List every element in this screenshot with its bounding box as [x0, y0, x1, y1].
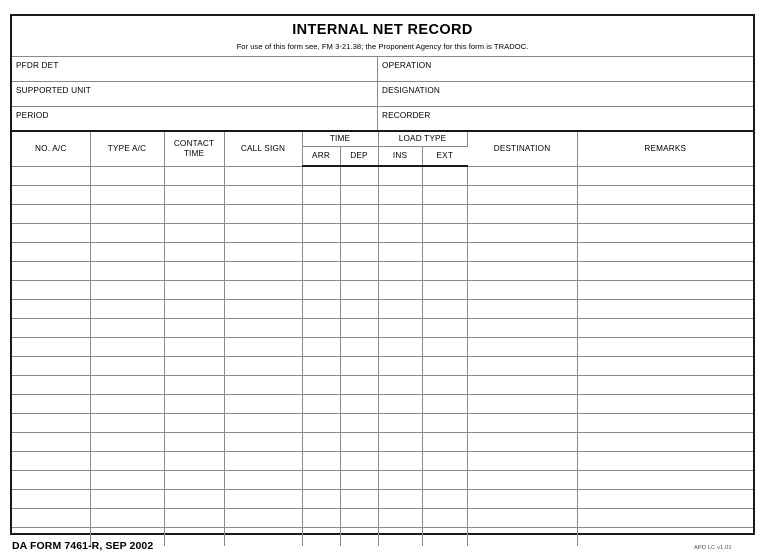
column-header-time-arr: ARR — [302, 147, 340, 167]
cell-destination[interactable] — [467, 395, 577, 414]
cell-contact-time[interactable] — [164, 376, 224, 395]
column-header-no-ac: NO. A/C — [12, 132, 90, 166]
cell-load-ext[interactable] — [422, 471, 467, 490]
table-row — [12, 414, 753, 433]
cell-remarks[interactable] — [577, 262, 753, 281]
form-number-footer: DA FORM 7461-R, SEP 2002 — [12, 540, 154, 552]
cell-load-ins[interactable] — [378, 281, 422, 300]
cell-no-ac[interactable] — [12, 281, 90, 300]
table-row — [12, 243, 753, 262]
table-header — [12, 132, 753, 166]
cell-time-dep[interactable] — [340, 205, 378, 224]
cell-remarks[interactable] — [577, 319, 753, 338]
column-header-call-sign: CALL SIGN — [224, 132, 302, 166]
cell-load-ins[interactable] — [378, 338, 422, 357]
cell-type-ac[interactable] — [90, 452, 164, 471]
table-row — [12, 224, 753, 243]
cell-contact-time[interactable] — [164, 243, 224, 262]
table-row — [12, 319, 753, 338]
cell-call-sign[interactable] — [224, 205, 302, 224]
cell-load-ext[interactable] — [422, 376, 467, 395]
cell-time-dep[interactable] — [340, 166, 378, 186]
cell-time-arr[interactable] — [302, 376, 340, 395]
table-row — [12, 186, 753, 205]
cell-type-ac[interactable] — [90, 205, 164, 224]
cell-destination[interactable] — [467, 166, 577, 186]
table-row — [12, 300, 753, 319]
cell-type-ac[interactable] — [90, 357, 164, 376]
field-designation[interactable]: DESIGNATION — [382, 86, 441, 95]
cell-load-ins[interactable] — [378, 433, 422, 452]
cell-remarks[interactable] — [577, 205, 753, 224]
cell-no-ac[interactable] — [12, 452, 90, 471]
cell-no-ac[interactable] — [12, 262, 90, 281]
cell-time-dep[interactable] — [340, 243, 378, 262]
cell-contact-time[interactable] — [164, 395, 224, 414]
cell-destination[interactable] — [467, 205, 577, 224]
cell-destination[interactable] — [467, 186, 577, 205]
cell-type-ac[interactable] — [90, 376, 164, 395]
cell-call-sign[interactable] — [224, 395, 302, 414]
cell-load-ins[interactable] — [378, 300, 422, 319]
cell-time-arr[interactable] — [302, 262, 340, 281]
cell-call-sign[interactable] — [224, 186, 302, 205]
cell-type-ac[interactable] — [90, 395, 164, 414]
cell-call-sign[interactable] — [224, 471, 302, 490]
cell-type-ac[interactable] — [90, 243, 164, 262]
column-header-time-dep: DEP — [340, 147, 378, 167]
cell-load-ins[interactable] — [378, 166, 422, 186]
cell-load-ins[interactable] — [378, 376, 422, 395]
cell-load-ins[interactable] — [378, 357, 422, 376]
table-body — [12, 166, 753, 546]
cell-destination[interactable] — [467, 509, 577, 528]
column-header-time-group: TIME — [302, 132, 378, 147]
cell-no-ac[interactable] — [12, 300, 90, 319]
cell-load-ins[interactable] — [378, 471, 422, 490]
cell-destination[interactable] — [467, 452, 577, 471]
table-row — [12, 338, 753, 357]
cell-contact-time[interactable] — [164, 357, 224, 376]
cell-call-sign[interactable] — [224, 357, 302, 376]
cell-remarks[interactable] — [577, 509, 753, 528]
cell-destination[interactable] — [467, 433, 577, 452]
cell-load-ext[interactable] — [422, 528, 467, 547]
cell-load-ext[interactable] — [422, 414, 467, 433]
info-row-3 — [12, 107, 753, 132]
table-row — [12, 509, 753, 528]
cell-type-ac[interactable] — [90, 338, 164, 357]
cell-no-ac[interactable] — [12, 509, 90, 528]
cell-time-arr[interactable] — [302, 338, 340, 357]
cell-load-ext[interactable] — [422, 319, 467, 338]
cell-no-ac[interactable] — [12, 338, 90, 357]
field-period[interactable]: PERIOD — [12, 107, 378, 130]
cell-load-ext[interactable] — [422, 243, 467, 262]
cell-time-arr[interactable] — [302, 509, 340, 528]
cell-remarks[interactable] — [577, 281, 753, 300]
cell-time-arr[interactable] — [302, 243, 340, 262]
field-operation[interactable]: OPERATION — [382, 61, 432, 70]
cell-contact-time[interactable] — [164, 205, 224, 224]
cell-type-ac[interactable] — [90, 224, 164, 243]
cell-remarks[interactable] — [577, 338, 753, 357]
cell-type-ac[interactable] — [90, 433, 164, 452]
cell-no-ac[interactable] — [12, 433, 90, 452]
cell-load-ext[interactable] — [422, 433, 467, 452]
cell-no-ac[interactable] — [12, 243, 90, 262]
form-frame — [10, 14, 755, 535]
cell-load-ext[interactable] — [422, 452, 467, 471]
column-header-load-ins: INS — [378, 147, 422, 167]
column-header-type-ac: TYPE A/C — [90, 132, 164, 166]
cell-time-dep[interactable] — [340, 471, 378, 490]
cell-contact-time[interactable] — [164, 319, 224, 338]
cell-destination[interactable] — [467, 414, 577, 433]
cell-type-ac[interactable] — [90, 186, 164, 205]
column-header-remarks: REMARKS — [577, 132, 753, 166]
cell-time-dep[interactable] — [340, 357, 378, 376]
cell-call-sign[interactable] — [224, 414, 302, 433]
cell-destination[interactable] — [467, 262, 577, 281]
cell-no-ac[interactable] — [12, 490, 90, 509]
cell-call-sign[interactable] — [224, 300, 302, 319]
cell-time-arr[interactable] — [302, 414, 340, 433]
cell-time-arr[interactable] — [302, 300, 340, 319]
cell-load-ins[interactable] — [378, 490, 422, 509]
cell-load-ext[interactable] — [422, 205, 467, 224]
cell-type-ac[interactable] — [90, 414, 164, 433]
cell-load-ins[interactable] — [378, 243, 422, 262]
cell-time-dep[interactable] — [340, 376, 378, 395]
cell-no-ac[interactable] — [12, 376, 90, 395]
cell-time-dep[interactable] — [340, 300, 378, 319]
cell-destination[interactable] — [467, 338, 577, 357]
cell-contact-time[interactable] — [164, 528, 224, 547]
table-row — [12, 376, 753, 395]
table-row — [12, 166, 753, 186]
title-band — [12, 16, 753, 57]
cell-contact-time[interactable] — [164, 281, 224, 300]
cell-remarks[interactable] — [577, 357, 753, 376]
cell-call-sign[interactable] — [224, 433, 302, 452]
cell-type-ac[interactable] — [90, 300, 164, 319]
cell-load-ext[interactable] — [422, 395, 467, 414]
cell-contact-time[interactable] — [164, 509, 224, 528]
cell-call-sign[interactable] — [224, 452, 302, 471]
cell-type-ac[interactable] — [90, 490, 164, 509]
field-supported-unit[interactable]: SUPPORTED UNIT — [12, 82, 378, 106]
cell-call-sign[interactable] — [224, 166, 302, 186]
cell-call-sign[interactable] — [224, 528, 302, 547]
cell-load-ext[interactable] — [422, 338, 467, 357]
cell-time-arr[interactable] — [302, 186, 340, 205]
table-row — [12, 395, 753, 414]
cell-time-arr[interactable] — [302, 433, 340, 452]
cell-remarks[interactable] — [577, 528, 753, 547]
cell-contact-time[interactable] — [164, 338, 224, 357]
cell-call-sign[interactable] — [224, 243, 302, 262]
cell-time-dep[interactable] — [340, 433, 378, 452]
table-row — [12, 357, 753, 376]
cell-load-ext[interactable] — [422, 357, 467, 376]
cell-no-ac[interactable] — [12, 205, 90, 224]
cell-type-ac[interactable] — [90, 509, 164, 528]
cell-destination[interactable] — [467, 471, 577, 490]
cell-destination[interactable] — [467, 224, 577, 243]
apd-version-footer: APD LC v1.01 — [694, 545, 732, 551]
cell-time-arr[interactable] — [302, 166, 340, 186]
cell-load-ext[interactable] — [422, 281, 467, 300]
cell-type-ac[interactable] — [90, 471, 164, 490]
form-title: INTERNAL NET RECORD — [292, 22, 473, 38]
cell-time-arr[interactable] — [302, 395, 340, 414]
cell-no-ac[interactable] — [12, 357, 90, 376]
cell-remarks[interactable] — [577, 395, 753, 414]
table-row — [12, 490, 753, 509]
cell-remarks[interactable] — [577, 452, 753, 471]
cell-remarks[interactable] — [577, 490, 753, 509]
cell-time-arr[interactable] — [302, 319, 340, 338]
cell-remarks[interactable] — [577, 433, 753, 452]
cell-time-dep[interactable] — [340, 319, 378, 338]
cell-time-arr[interactable] — [302, 357, 340, 376]
cell-load-ext[interactable] — [422, 262, 467, 281]
cell-load-ins[interactable] — [378, 262, 422, 281]
cell-time-arr[interactable] — [302, 528, 340, 547]
cell-load-ins[interactable] — [378, 205, 422, 224]
cell-no-ac[interactable] — [12, 166, 90, 186]
cell-remarks[interactable] — [577, 376, 753, 395]
cell-load-ins[interactable] — [378, 509, 422, 528]
cell-contact-time[interactable] — [164, 186, 224, 205]
cell-call-sign[interactable] — [224, 376, 302, 395]
cell-time-dep[interactable] — [340, 509, 378, 528]
cell-load-ext[interactable] — [422, 186, 467, 205]
cell-destination[interactable] — [467, 528, 577, 547]
cell-call-sign[interactable] — [224, 281, 302, 300]
cell-type-ac[interactable] — [90, 166, 164, 186]
info-row-1 — [12, 57, 753, 82]
table-row — [12, 452, 753, 471]
table-row — [12, 471, 753, 490]
cell-call-sign[interactable] — [224, 224, 302, 243]
contact-time-line1: CONTACT — [173, 138, 215, 148]
cell-call-sign[interactable] — [224, 319, 302, 338]
cell-no-ac[interactable] — [12, 471, 90, 490]
cell-remarks[interactable] — [577, 166, 753, 186]
field-recorder[interactable]: RECORDER — [382, 111, 431, 120]
cell-time-dep[interactable] — [340, 490, 378, 509]
cell-load-ext[interactable] — [422, 224, 467, 243]
info-row-2 — [12, 82, 753, 107]
cell-call-sign[interactable] — [224, 338, 302, 357]
column-header-destination: DESTINATION — [467, 132, 577, 166]
cell-remarks[interactable] — [577, 186, 753, 205]
cell-load-ins[interactable] — [378, 186, 422, 205]
cell-destination[interactable] — [467, 376, 577, 395]
cell-contact-time[interactable] — [164, 433, 224, 452]
cell-no-ac[interactable] — [12, 186, 90, 205]
cell-destination[interactable] — [467, 490, 577, 509]
cell-time-arr[interactable] — [302, 490, 340, 509]
cell-remarks[interactable] — [577, 243, 753, 262]
cell-no-ac[interactable] — [12, 319, 90, 338]
cell-no-ac[interactable] — [12, 414, 90, 433]
cell-destination[interactable] — [467, 357, 577, 376]
contact-time-line2: TIME — [183, 148, 205, 158]
cell-load-ext[interactable] — [422, 490, 467, 509]
table-row — [12, 205, 753, 224]
column-header-contact-time — [164, 132, 224, 166]
cell-call-sign[interactable] — [224, 509, 302, 528]
cell-time-dep[interactable] — [340, 528, 378, 547]
column-header-load-type-group: LOAD TYPE — [378, 132, 467, 147]
cell-time-dep[interactable] — [340, 452, 378, 471]
cell-contact-time[interactable] — [164, 471, 224, 490]
cell-load-ins[interactable] — [378, 452, 422, 471]
cell-time-dep[interactable] — [340, 414, 378, 433]
cell-destination[interactable] — [467, 300, 577, 319]
cell-load-ins[interactable] — [378, 528, 422, 547]
cell-contact-time[interactable] — [164, 300, 224, 319]
cell-no-ac[interactable] — [12, 224, 90, 243]
cell-remarks[interactable] — [577, 471, 753, 490]
cell-contact-time[interactable] — [164, 414, 224, 433]
cell-load-ext[interactable] — [422, 509, 467, 528]
column-header-load-ext: EXT — [422, 147, 467, 167]
cell-remarks[interactable] — [577, 300, 753, 319]
cell-time-dep[interactable] — [340, 224, 378, 243]
cell-time-dep[interactable] — [340, 395, 378, 414]
cell-no-ac[interactable] — [12, 395, 90, 414]
cell-remarks[interactable] — [577, 414, 753, 433]
cell-time-dep[interactable] — [340, 186, 378, 205]
cell-destination[interactable] — [467, 243, 577, 262]
cell-load-ins[interactable] — [378, 224, 422, 243]
cell-contact-time[interactable] — [164, 262, 224, 281]
cell-time-arr[interactable] — [302, 452, 340, 471]
cell-contact-time[interactable] — [164, 452, 224, 471]
cell-time-dep[interactable] — [340, 281, 378, 300]
form-subtitle: For use of this form see, FM 3-21.38; the Proponent Agency for this form is TRADOC. — [236, 42, 529, 51]
cell-time-arr[interactable] — [302, 281, 340, 300]
cell-time-dep[interactable] — [340, 262, 378, 281]
cell-type-ac[interactable] — [90, 281, 164, 300]
cell-load-ins[interactable] — [378, 414, 422, 433]
field-pfdr-det[interactable]: PFDR DET — [12, 57, 378, 81]
record-table — [12, 132, 753, 546]
cell-load-ins[interactable] — [378, 395, 422, 414]
cell-contact-time[interactable] — [164, 490, 224, 509]
cell-type-ac[interactable] — [90, 319, 164, 338]
cell-time-dep[interactable] — [340, 338, 378, 357]
cell-time-arr[interactable] — [302, 471, 340, 490]
cell-call-sign[interactable] — [224, 262, 302, 281]
cell-time-arr[interactable] — [302, 224, 340, 243]
table-row — [12, 281, 753, 300]
cell-time-arr[interactable] — [302, 205, 340, 224]
cell-destination[interactable] — [467, 319, 577, 338]
cell-load-ext[interactable] — [422, 300, 467, 319]
cell-type-ac[interactable] — [90, 262, 164, 281]
cell-destination[interactable] — [467, 281, 577, 300]
cell-call-sign[interactable] — [224, 490, 302, 509]
table-row — [12, 262, 753, 281]
table-row — [12, 433, 753, 452]
cell-contact-time[interactable] — [164, 166, 224, 186]
cell-remarks[interactable] — [577, 224, 753, 243]
cell-load-ins[interactable] — [378, 319, 422, 338]
cell-load-ext[interactable] — [422, 166, 467, 186]
cell-contact-time[interactable] — [164, 224, 224, 243]
